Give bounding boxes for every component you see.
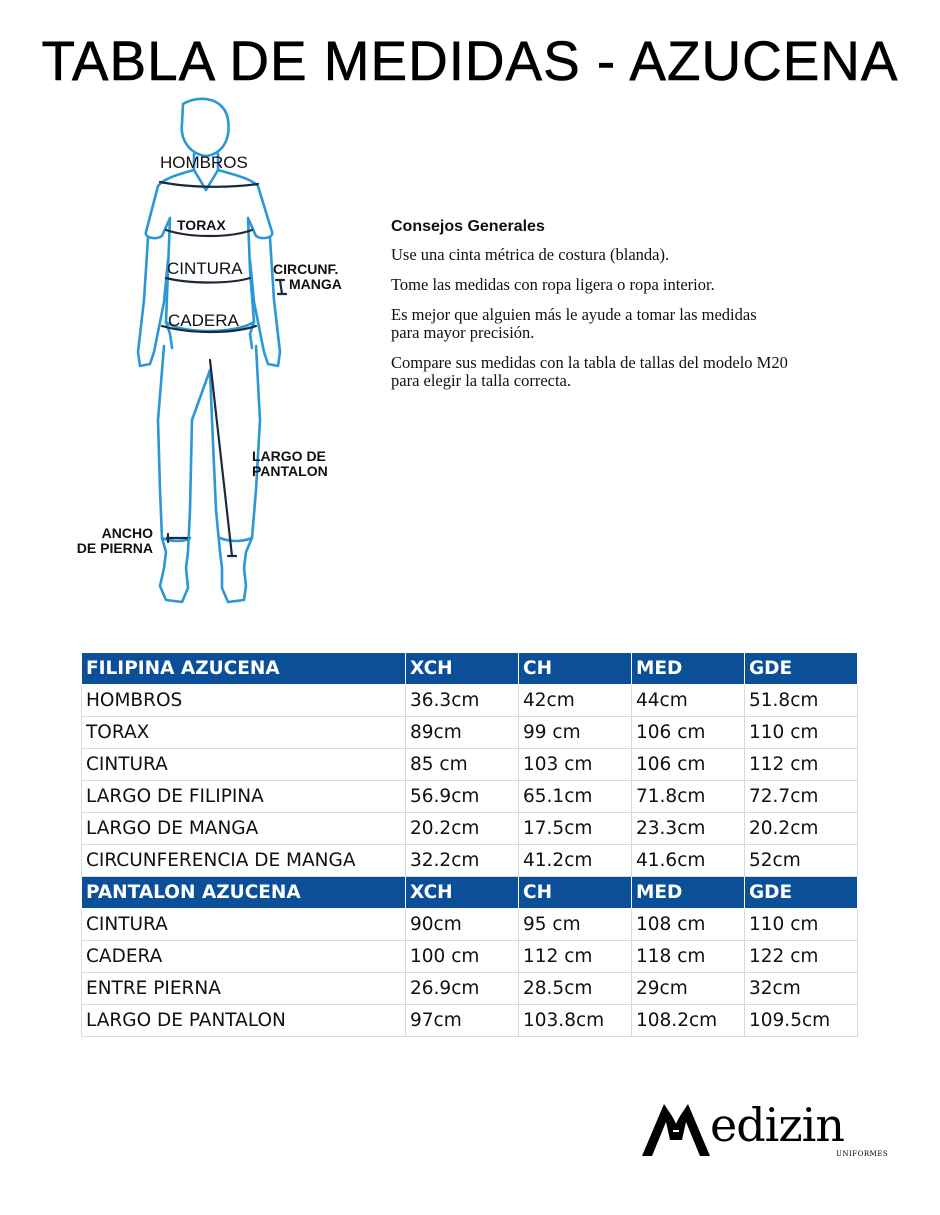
header-cell: XCH (406, 653, 519, 685)
table-row (82, 685, 858, 717)
table-cell: 112 cm (519, 941, 632, 973)
table-cell: 89cm (406, 717, 519, 749)
measurement-figure (60, 90, 380, 610)
header-cell: GDE (745, 877, 858, 909)
table-cell: 71.8cm (632, 781, 745, 813)
general-tips (391, 218, 891, 402)
table-cell: CIRCUNFERENCIA DE MANGA (82, 845, 406, 877)
tip-item: Use una cinta métrica de costura (blanda). (391, 245, 670, 264)
table-row (82, 813, 858, 845)
table-cell: 106 cm (632, 749, 745, 781)
tip-item: Compare sus medidas con la tabla de tallas del modelo M20 para elegir la talla correcta. (391, 353, 788, 390)
table-cell: 51.8cm (745, 685, 858, 717)
label-largo-line2: PANTALON (252, 462, 328, 479)
logo-subtitle: UNIFORMES (836, 1150, 889, 1158)
table-cell: 95 cm (519, 909, 632, 941)
table-cell: 90cm (406, 909, 519, 941)
page-title: TABLA DE MEDIDAS - AZUCENA (41, 29, 899, 92)
label-cadera: CADERA (168, 311, 239, 330)
table-cell: CINTURA (82, 909, 406, 941)
table-cell: 44cm (632, 685, 745, 717)
table-row (82, 845, 858, 877)
table-cell: 28.5cm (519, 973, 632, 1005)
jacket-m-logo-icon (640, 1100, 712, 1158)
tip-item: Tome las medidas con ropa ligera o ropa interior. (391, 275, 715, 294)
table-cell: 20.2cm (406, 813, 519, 845)
table-cell: 42cm (519, 685, 632, 717)
table-row (82, 941, 858, 973)
table-cell: 29cm (632, 973, 745, 1005)
header-cell: XCH (406, 877, 519, 909)
table-cell: 26.9cm (406, 973, 519, 1005)
tip-item: Es mejor que alguien más le ayude a tomar las medidas para mayor precisión. (391, 305, 757, 342)
table-cell: 106 cm (632, 717, 745, 749)
label-circunf-line1: CIRCUNF. (273, 261, 339, 277)
table-section-header (82, 877, 858, 909)
table-cell: 23.3cm (632, 813, 745, 845)
table-cell: 20.2cm (745, 813, 858, 845)
table-cell: 85 cm (406, 749, 519, 781)
header-cell: MED (632, 877, 745, 909)
label-largo-pantalon (252, 449, 328, 478)
table-cell: 36.3cm (406, 685, 519, 717)
table-cell: 118 cm (632, 941, 745, 973)
table-cell: 103.8cm (519, 1005, 632, 1037)
table-cell: 122 cm (745, 941, 858, 973)
table-cell: LARGO DE FILIPINA (82, 781, 406, 813)
table-cell: 103 cm (519, 749, 632, 781)
tips-heading: Consejos Generales (391, 218, 545, 235)
header-cell: FILIPINA AZUCENA (82, 653, 406, 685)
label-cintura: CINTURA (167, 259, 243, 278)
table-row (82, 909, 858, 941)
label-hombros: HOMBROS (160, 153, 248, 172)
table-cell: LARGO DE PANTALON (82, 1005, 406, 1037)
label-circunf-line2: MANGA (289, 275, 342, 292)
table-cell: CADERA (82, 941, 406, 973)
table-cell: 32cm (745, 973, 858, 1005)
label-ancho-pierna (68, 526, 153, 555)
header-cell: PANTALON AZUCENA (82, 877, 406, 909)
table-row (82, 781, 858, 813)
table-cell: 97cm (406, 1005, 519, 1037)
label-torax: TORAX (177, 217, 226, 233)
table-section-header (82, 653, 858, 685)
size-table (81, 652, 858, 1037)
table-cell: 110 cm (745, 909, 858, 941)
header-cell: CH (519, 877, 632, 909)
table-cell: 41.2cm (519, 845, 632, 877)
table-cell: 110 cm (745, 717, 858, 749)
table-cell: CINTURA (82, 749, 406, 781)
table-cell: HOMBROS (82, 685, 406, 717)
table-cell: 65.1cm (519, 781, 632, 813)
header-cell: CH (519, 653, 632, 685)
table-cell: 108 cm (632, 909, 745, 941)
table-cell: ENTRE PIERNA (82, 973, 406, 1005)
label-ancho-line1: ANCHO (101, 525, 153, 541)
table-cell: 100 cm (406, 941, 519, 973)
header-cell: GDE (745, 653, 858, 685)
table-cell: 72.7cm (745, 781, 858, 813)
table-row (82, 1005, 858, 1037)
table-row (82, 973, 858, 1005)
label-ancho-line2: DE PIERNA (76, 539, 153, 556)
table-cell: 108.2cm (632, 1005, 745, 1037)
table-cell: 32.2cm (406, 845, 519, 877)
table-cell: 17.5cm (519, 813, 632, 845)
table-cell: 41.6cm (632, 845, 745, 877)
table-cell: 99 cm (519, 717, 632, 749)
table-cell: 56.9cm (406, 781, 519, 813)
brand-logo (640, 1100, 900, 1162)
table-row (82, 749, 858, 781)
table-row (82, 717, 858, 749)
label-circunf (273, 262, 342, 291)
logo-wordmark: edizin (710, 1098, 844, 1152)
table-cell: 112 cm (745, 749, 858, 781)
table-cell: 52cm (745, 845, 858, 877)
header-cell: MED (632, 653, 745, 685)
table-cell: 109.5cm (745, 1005, 858, 1037)
table-cell: TORAX (82, 717, 406, 749)
label-largo-line1: LARGO DE (252, 448, 326, 464)
table-cell: LARGO DE MANGA (82, 813, 406, 845)
